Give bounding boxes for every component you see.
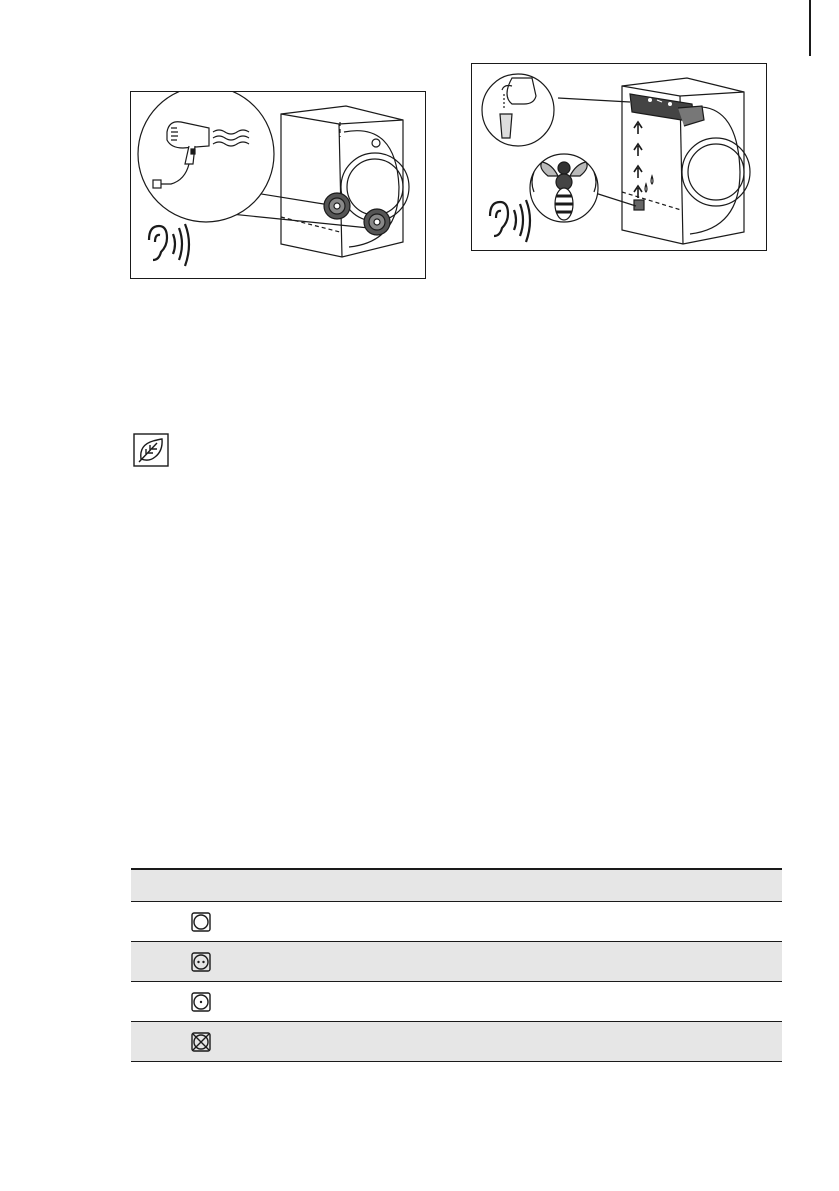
figure-water-container <box>471 63 767 251</box>
glass-icon <box>500 114 512 138</box>
care-symbols-table <box>131 868 782 1064</box>
table-row <box>131 1022 782 1062</box>
tumble-dry-symbol-icon <box>190 911 212 933</box>
ear-sound-icon <box>490 200 530 242</box>
leaf-icon <box>133 433 169 467</box>
table-row <box>131 942 782 982</box>
page-edge-rule <box>809 0 811 56</box>
tumble-dry-normal-temp-icon <box>190 951 212 973</box>
table-row <box>131 902 782 942</box>
do-not-tumble-dry-icon <box>190 1031 212 1053</box>
ear-sound-icon <box>149 224 189 266</box>
table-header-row <box>131 868 782 902</box>
figure-adjust-feet <box>130 91 426 279</box>
tumble-dry-low-temp-icon <box>190 991 212 1013</box>
table-row <box>131 982 782 1022</box>
dryer-appliance-icon <box>281 106 409 257</box>
